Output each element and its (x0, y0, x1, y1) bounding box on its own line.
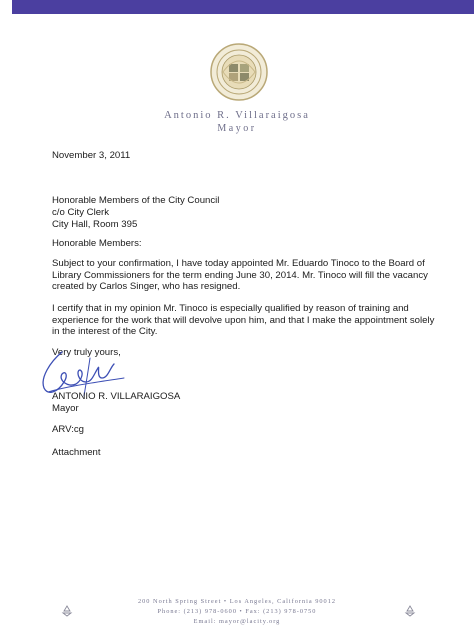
city-seal-icon (209, 42, 269, 102)
address-line: City Hall, Room 395 (52, 219, 138, 230)
body-paragraph: Subject to your confirmation, I have today appointed Mr. Eduardo Tinoco to the Board of Library Commissioners for the term ending June 30, 2014. Mr. Tinoco will fill the vacancy created by Carlos Singer, who has resigned. (52, 258, 428, 293)
address-line: Honorable Members of the City Council (52, 195, 220, 206)
salutation: Honorable Members: (52, 238, 142, 249)
reference-initials: ARV:cg (52, 424, 84, 435)
address-line: c/o City Clerk (52, 207, 110, 218)
signer-name: ANTONIO R. VILLARAIGOSA (52, 391, 181, 402)
letter-date: November 3, 2011 (52, 150, 131, 161)
footer-address: 200 North Spring Street • Los Angeles, California 90012 (138, 598, 336, 605)
letterhead-mayor-title: Mayor (217, 123, 257, 134)
footer-phone: Phone: (213) 978-0600 • Fax: (213) 978-0750 (157, 608, 317, 615)
signer-title: Mayor (52, 403, 79, 414)
letterhead-mayor-name: Antonio R. Villaraigosa (164, 110, 310, 121)
footer-email: Email: mayor@lacity.org (193, 618, 281, 625)
recycle-icon (60, 604, 74, 618)
enclosure-note: Attachment (52, 447, 101, 458)
recycle-icon (403, 604, 417, 618)
closing: Very truly yours, (52, 347, 121, 358)
letterhead-bar (12, 0, 474, 14)
body-paragraph: I certify that in my opinion Mr. Tinoco is especially qualified by reason of training and experience for the work that will devolve upon him, and that I make the appointment solely in the interest of the City. (52, 303, 435, 338)
